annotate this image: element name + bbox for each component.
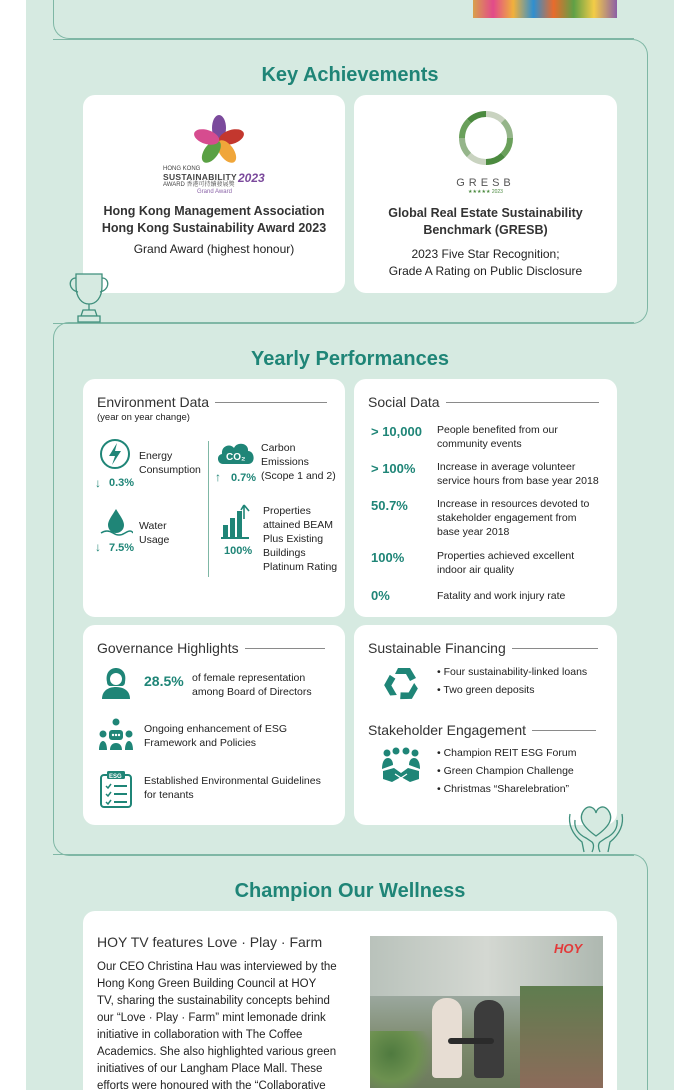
social-desc-line1: Increase in resources devoted to [437, 498, 590, 510]
champion-wellness-title: Champion Our Wellness [234, 880, 466, 902]
recycle-icon [382, 666, 422, 702]
energy-value: 0.3% [109, 477, 135, 489]
social-desc [437, 423, 558, 451]
stakeholder-item: • Green Champion Challenge [437, 765, 574, 777]
achievement-name-line2: Hong Kong Sustainability Award 2023 [101, 221, 327, 235]
stakeholder-heading-text: Stakeholder Engagement [368, 722, 526, 738]
trophy-icon [66, 270, 112, 326]
environment-card [83, 379, 345, 617]
stakeholder-item: • Christmas “Sharelebration” [437, 783, 570, 795]
heading-rule [245, 648, 325, 649]
social-desc-line1: Properties achieved excellent [437, 550, 575, 562]
gresb-logo-text: GRESB [456, 177, 515, 189]
achievement-name-line1: Hong Kong Management Association [103, 204, 325, 218]
carbon-label-line2: Emissions [261, 456, 309, 468]
water-label-line2: Usage [139, 534, 170, 546]
female-desc [192, 671, 312, 699]
environment-heading-text: Environment Data [97, 394, 210, 410]
social-desc-line2: service hours from base year 2018 [437, 475, 599, 487]
esg-framework-line2: Framework and Policies [144, 737, 257, 749]
building-chart-icon [219, 503, 251, 541]
hk-sustainability-award-logo [191, 113, 247, 167]
social-row [371, 497, 611, 541]
social-value: 0% [371, 588, 390, 603]
achievement-desc [354, 246, 617, 280]
achievement-name-line1: Global Real Estate Sustainability [388, 206, 583, 220]
photo-planter [520, 986, 603, 1088]
article-body-line: TV, sharing the sustainability concepts behind [97, 995, 330, 1007]
social-heading-text: Social Data [368, 394, 440, 410]
wellness-article-card [83, 911, 617, 1090]
achievement-desc-line2: Grade A Rating on Public Disclosure [388, 264, 583, 278]
heading-rule [512, 648, 598, 649]
esg-framework-line1: Ongoing enhancement of ESG [144, 723, 288, 735]
energy-down-arrow-icon: ↓ [95, 476, 101, 490]
governance-heading [97, 640, 325, 656]
achievement-name [354, 205, 617, 239]
heading-rule [532, 730, 596, 731]
award-logo-line2: SUSTAINABILITY [163, 172, 237, 182]
environment-subheading: (year on year change) [97, 412, 190, 423]
governance-card [83, 625, 345, 825]
achievement-card-hkma [83, 95, 345, 293]
social-row [371, 587, 611, 605]
stakeholder-item: • Champion REIT ESG Forum [437, 747, 577, 759]
page-background [26, 0, 674, 1090]
energy-icon [99, 438, 131, 470]
carbon-value: 0.7% [231, 472, 257, 484]
achievement-desc: Grand Award (highest honour) [133, 242, 295, 256]
achievement-desc-line1: 2023 Five Star Recognition; [411, 247, 560, 261]
water-label [139, 519, 169, 547]
hoy-tv-logo: HOY [554, 941, 583, 956]
social-desc [437, 497, 589, 539]
heading-rule [215, 402, 327, 403]
water-drop-icon [99, 507, 133, 537]
social-value: 100% [371, 550, 405, 565]
social-row [371, 549, 611, 579]
article-body-line: initiatives of our Langham Place Mall. These [97, 1063, 323, 1075]
financing-heading [368, 640, 598, 656]
energy-label-line1: Energy [139, 450, 173, 462]
social-desc-line2: stakeholder engagement from [437, 512, 577, 524]
water-label-line1: Water [139, 520, 167, 532]
environment-heading [97, 394, 327, 410]
carbon-label-line3: (Scope 1 and 2) [261, 470, 336, 482]
beam-label-line3: Plus Existing [263, 533, 324, 545]
social-value: > 100% [371, 461, 416, 476]
achievement-name-line2: Benchmark (GRESB) [423, 223, 548, 237]
social-desc-line3: base year 2018 [437, 526, 510, 538]
social-desc [437, 589, 565, 603]
stakeholder-list [437, 744, 576, 798]
female-value: 28.5% [144, 673, 184, 689]
energy-label [139, 449, 201, 477]
heading-rule [446, 402, 599, 403]
female-desc-line2: among Board of Directors [192, 686, 312, 698]
social-value: 50.7% [371, 498, 408, 513]
hands-heart-icon [564, 800, 628, 856]
award-logo-sub: Grand Award [197, 189, 232, 195]
environment-divider [208, 441, 209, 577]
team-network-icon [98, 717, 134, 751]
photo-plants [370, 1031, 440, 1088]
yearly-performances-title: Yearly Performances [251, 348, 449, 370]
social-desc-line1: Increase in average volunteer [437, 461, 576, 473]
social-card [354, 379, 617, 617]
social-row [371, 423, 611, 453]
financing-item: • Two green deposits [437, 684, 535, 696]
esg-checklist-icon [99, 771, 133, 809]
carbon-label [261, 441, 336, 483]
article-body-line: efforts were honoured with the “Collaborative [97, 1080, 326, 1090]
social-heading [368, 394, 599, 410]
achievement-card-gresb [354, 95, 617, 293]
award-logo-line3: AWARD 香港可持續發展獎 [163, 182, 235, 188]
social-desc-line2: indoor air quality [437, 564, 515, 576]
carbon-up-arrow-icon: ↑ [215, 470, 221, 484]
carbon-label-line1: Carbon [261, 442, 296, 454]
handshake-group-icon [380, 747, 422, 787]
stakeholder-heading [368, 722, 596, 738]
guidelines-line1: Established Environmental Guidelines [144, 775, 321, 787]
article-title: HOY TV features Love · Play · Farm [97, 934, 323, 950]
gresb-logo [455, 110, 517, 166]
award-logo-year: 2023 [238, 171, 265, 185]
beam-value: 100% [224, 545, 253, 557]
article-body [97, 959, 359, 1090]
award-logo-line1: HONG KONG [163, 166, 201, 172]
co2-icon-text: CO₂ [226, 452, 246, 463]
financing-heading-text: Sustainable Financing [368, 640, 506, 656]
article-body-line: Our CEO Christina Hau was interviewed by the [97, 961, 337, 973]
water-value: 7.5% [109, 542, 135, 554]
beam-label-line4: Buildings [263, 547, 306, 559]
water-down-arrow-icon: ↓ [95, 540, 101, 554]
article-photo [370, 936, 603, 1088]
social-desc-line2: community events [437, 438, 522, 450]
beam-label [263, 504, 337, 574]
female-desc-line1: of female representation [192, 672, 306, 684]
photo-table [448, 1038, 494, 1044]
article-body-line: Academics. She also highlighted various green [97, 1046, 337, 1058]
governance-heading-text: Governance Highlights [97, 640, 239, 656]
achievement-name [83, 203, 345, 237]
financing-stakeholder-card [354, 625, 617, 825]
guidelines-desc [144, 774, 321, 802]
article-body-line: Hong Kong Green Building Council at HOY [97, 978, 317, 990]
social-desc [437, 460, 599, 488]
article-body-line: our “Love · Play · Farm” mint lemonade drink [97, 1012, 326, 1024]
social-desc-line1: Fatality and work injury rate [437, 590, 566, 602]
guidelines-line2: for tenants [144, 789, 194, 801]
esg-framework-desc [144, 722, 287, 750]
key-achievements-title: Key Achievements [261, 64, 439, 86]
energy-label-line2: Consumption [139, 464, 201, 476]
beam-label-line1: Properties [263, 505, 311, 517]
beam-label-line2: attained BEAM [263, 519, 334, 531]
financing-list [437, 663, 587, 699]
financing-item: • Four sustainability-linked loans [437, 666, 588, 678]
co2-cloud-icon [215, 439, 257, 467]
social-desc [437, 549, 574, 577]
social-value: > 10,000 [371, 424, 422, 439]
beam-label-line5: Platinum Rating [263, 561, 338, 573]
female-person-icon [99, 666, 133, 700]
article-body-line: initiative in collaboration with The Coffee [97, 1029, 303, 1041]
social-desc-line1: People benefited from our [437, 424, 558, 436]
esg-icon-text: ESG [109, 774, 122, 780]
section-outline-top [53, 0, 634, 39]
gresb-logo-sub: ★★★★★ 2023 [468, 189, 503, 195]
social-row [371, 460, 611, 490]
